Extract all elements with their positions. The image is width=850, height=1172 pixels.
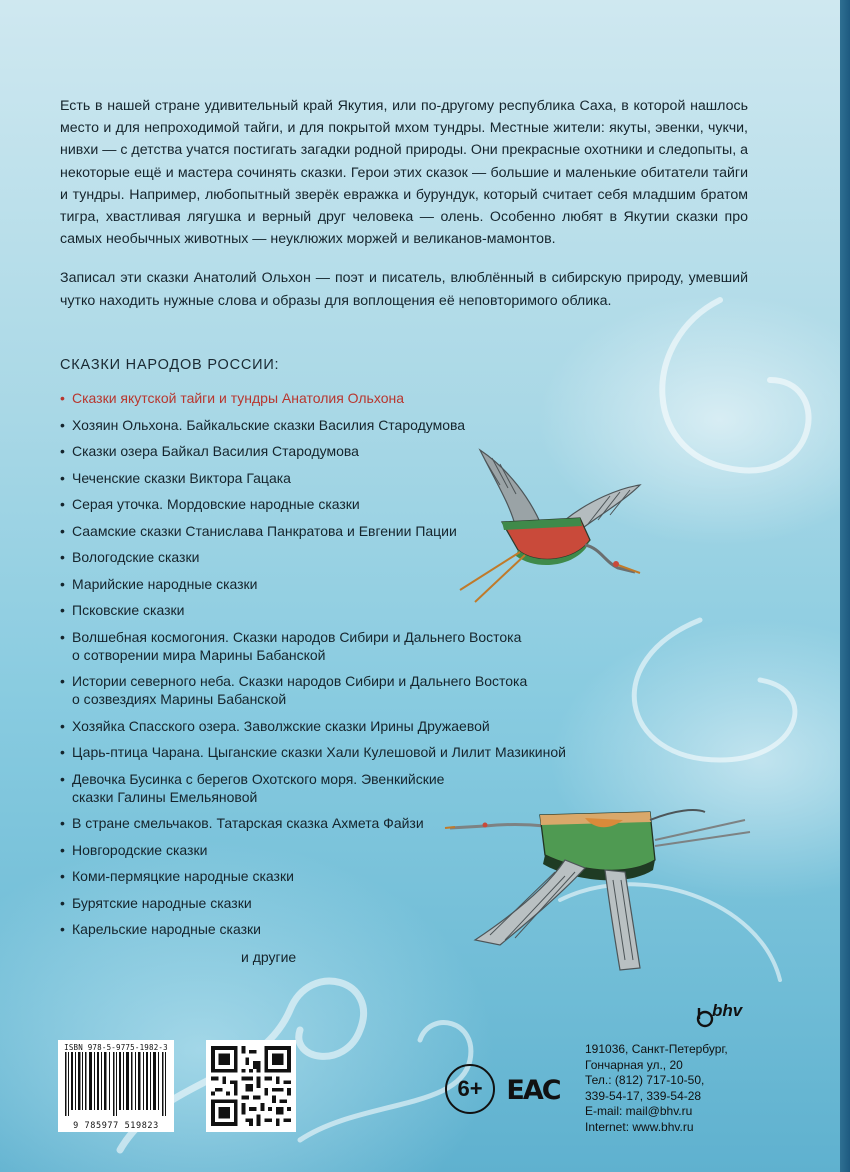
series-item — [60, 628, 580, 664]
series-item-title-cont: сказки Галины Емельяновой — [72, 788, 258, 805]
bullet: • — [60, 628, 65, 645]
eac-mark-text: EAC — [506, 1075, 560, 1106]
isbn-barcode — [58, 1040, 174, 1132]
bullet: • — [60, 575, 65, 592]
series-item — [60, 672, 580, 708]
series-item-title: Истории северного неба. Сказки народов Сибири и Дальнего Востока — [72, 673, 528, 689]
series-item-title: В стране смельчаков. Татарская сказка Ахмета Файзи — [72, 815, 424, 831]
qr-code[interactable] — [206, 1040, 296, 1132]
others-note: и другие — [241, 949, 297, 965]
bullet: • — [60, 841, 65, 858]
series-item — [60, 717, 580, 735]
bullet: • — [60, 416, 65, 433]
publisher-logo-text: bhv — [712, 1001, 743, 1020]
qr-code-pattern — [211, 1045, 291, 1127]
bullet: • — [60, 496, 65, 512]
series-item-title: Бурятские народные сказки — [72, 894, 252, 911]
book-spine-edge — [840, 0, 850, 1172]
publisher-email[interactable]: E-mail: mail@bhv.ru — [585, 1104, 693, 1118]
series-item-title: Хозяин Ольхона. Байкальские сказки Василия Стародумова — [72, 416, 466, 433]
barcode-digits: 9 785977 519823 — [73, 1121, 159, 1131]
series-item-title: Марийские народные сказки — [72, 575, 258, 592]
eac-certification-mark — [506, 1073, 560, 1106]
bullet: • — [60, 868, 65, 884]
bullet: • — [60, 602, 65, 618]
publisher-address-2: Гончарная ул., 20 — [585, 1057, 683, 1072]
intro-paragraph-1: Есть в нашей стране удивительный край Якутия, или по-другому республика Саха, в которой нашлось место и для непроходимой тайги, и для покрытой мхом тундры. Местные жители: якуты, эвенки, чукчи, нивхи — с детства учатся постигать загадки родной природы. Они прекрасные охотники и следопыты, а некоторые ещё и мастера сочинять сказки. Герои этих сказок — большие и маленькие обитатели тайги и тундры. Например, любопытный зверёк евражка и бурундук, который считает себя младшим братом тигра, хвастливая лягушка и верный друг человека — олень. Особенно любят в Якутии сказки про самых необычных животных — неуклюжих моржей и великанов-мамонтов. — [60, 98, 748, 248]
bullet: • — [60, 469, 65, 486]
series-item — [60, 743, 580, 761]
publisher-website[interactable]: Internet: www.bhv.ru — [585, 1119, 694, 1134]
bullet: • — [60, 770, 65, 787]
series-item-title: Псковские сказки — [72, 602, 185, 618]
isbn-label: ISBN 978-5-9775-1982-3 — [64, 1043, 168, 1052]
bullet: • — [60, 717, 65, 734]
bullet: • — [60, 390, 65, 406]
series-item-title: Волшебная космогония. Сказки народов Сибири и Дальнего Востока — [72, 628, 522, 645]
series-item-title: Сказки якутской тайги и тундры Анатолия Ольхона — [72, 390, 405, 406]
series-item-title: Карельские народные сказки — [72, 921, 261, 937]
crane-illustration-green — [445, 800, 755, 980]
publisher-phone-2: 339-54-17, 339-54-28 — [585, 1088, 702, 1103]
publisher-address-1: 191036, Санкт-Петербург, — [585, 1042, 728, 1056]
age-rating-badge: 6+ — [445, 1064, 495, 1114]
bullet: • — [60, 522, 65, 539]
bullet: • — [60, 673, 65, 689]
series-item-title: Девочка Бусинка с берегов Охотского моря. Эвенкийские — [72, 770, 445, 787]
series-item-title: Царь-птица Чарана. Цыганские сказки Хали Кулешовой и Лилит Мазикиной — [72, 744, 566, 760]
series-item-title: Чеченские сказки Виктора Гацака — [72, 469, 291, 486]
bullet: • — [60, 894, 65, 911]
series-item-title: Саамские сказки Станислава Панкратова и Евгении Пации — [72, 522, 457, 539]
series-item-title: Хозяйка Спасского озера. Заволжские сказки Ирины Дружаевой — [72, 717, 490, 734]
bullet: • — [60, 443, 65, 459]
series-item-title: Коми-пермяцкие народные сказки — [72, 868, 294, 884]
bullet: • — [60, 815, 65, 831]
series-item-title: Новгородские сказки — [72, 841, 208, 858]
bullet: • — [60, 921, 65, 937]
barcode-bars — [63, 1052, 169, 1116]
publisher-phone-1: Тел.: (812) 717-10-50, — [585, 1073, 705, 1087]
series-heading: СКАЗКИ НАРОДОВ РОССИИ: — [60, 357, 280, 373]
series-item-current — [60, 389, 580, 407]
intro-paragraph-2: Записал эти сказки Анатолий Ольхон — поэт и писатель, влюблённый в сибирскую природу, умевший чутко находить нужные слова и образы для воплощения её неповторимого облика. — [60, 270, 748, 309]
bullet: • — [60, 549, 65, 565]
crane-illustration-red — [440, 430, 650, 610]
series-item-title-cont: о созвездиях Марины Бабанской — [72, 691, 287, 707]
series-item-title-cont: о сотворении мира Марины Бабанской — [72, 646, 326, 663]
intro-text — [60, 95, 748, 329]
publisher-info — [585, 1042, 728, 1135]
series-item-title: Сказки озера Байкал Василия Стародумова — [72, 443, 359, 459]
series-item-title: Вологодские сказки — [72, 549, 200, 565]
bullet: • — [60, 744, 65, 760]
series-item-title: Серая уточка. Мордовские народные сказки — [72, 496, 360, 512]
